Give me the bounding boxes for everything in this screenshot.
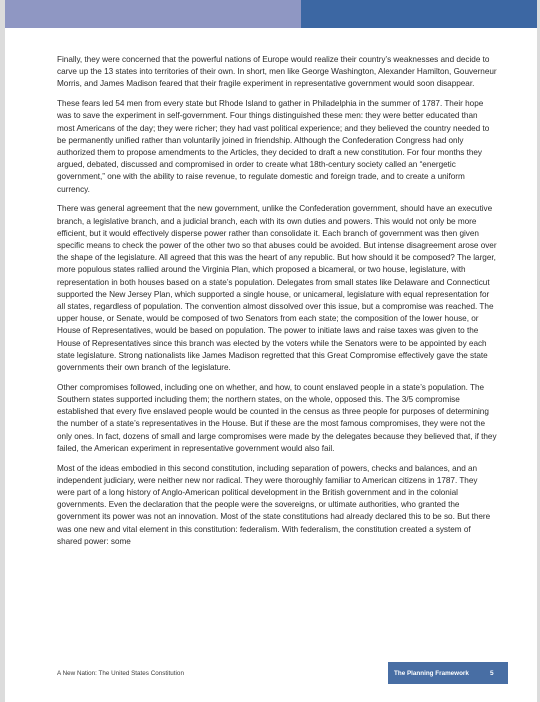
document-page [5,0,537,702]
paragraph-3: There was general agreement that the new government, unlike the Confederation government, should have an executive branch, a legislative branch, and a judicial branch, each with its own duties and powers. This would not only be more efficient, but it would effectively disperse power rather than consolidate it. Each branch of government was then given specific means to check the power of the other two so that abuses could be avoided. But intense disagreement arose over the shape of the legislature. All agreed that this was the heart of any republic. But how should it be composed? The larger, more populous states rallied around the Virginia Plan, which proposed a bicameral, or two house, legislature, with representation in both houses based on a state’s population. Delegates from small states like Delaware and Connecticut supported the New Jersey Plan, which supported a single house, or unicameral, legislature with equal representation for all states, regardless of population. The convention almost dissolved over this issue, but a compromise was reached. The upper house, or Senate, would be composed of two Senators from each state; the composition of the lower house, or House of Representatives, would be based on population. The power to initiate laws and raise taxes was given to the House of Representatives since this branch was elected by the voters while the Senators were to be appointed by each state legislature. Strong nationalists like James Madison regretted that this Great Compromise effectively gave the state governments their own branch of the legislature. [57,204,497,373]
header-banner-right [301,0,537,28]
page-number: 5 [490,670,494,677]
paragraph-4: Other compromises followed, including one on whether, and how, to count enslaved people in a state’s population. The Southern states supported including them; the northern states, on the whole, opposed this. The 3/5 compromise established that every five enslaved people would be counted in the census as three people for purposes of determining the number of a state’s representatives in the House. But if these are the most famous compromises, they were not the only ones. In fact, dozens of small and large compromises were made by the delegates because they believed that, if they failed, the American experiment in representative government would also fail. [57,382,497,453]
paragraph-2: These fears led 54 men from every state but Rhode Island to gather in Philadelphia in the summer of 1787. Their hope was to save the experiment in self-government. Four things distinguished these men: they were better educated than most Americans of the day; they were richer; they had vast political experience; and they believed the country needed to be permanently unified rather than voluntarily joined in friendship. Although the Confederation Congress had only authorized them to propose amendments to the Articles, they decided to draft a new constitution. For four months they argued, debated, discussed and compromised in order to create what 18th-century society called an “energetic government,” one with the ability to raise revenue, to regulate domestic and foreign trade, and to create a uniform currency. [57,99,490,194]
body-text [57,54,497,556]
footer-section-label: The Planning Framework [394,670,469,677]
paragraph-5: Most of the ideas embodied in this second constitution, including separation of powers, checks and balances, and an independent judiciary, were neither new nor radical. They were thoroughly familiar to American citizens in 1787. They were part of a long history of Anglo-American political development in the British government and in the colonial governments. Even the declaration that the people were the sovereigns, or ultimate authorities, who granted the government its power was not an innovation. Most of the state constitutions had already declared this to be so. But there was one new and vital element in this constitution: federalism. With federalism, the constitution created a system of shared power: some [57,463,491,546]
header-banner-left [5,0,301,28]
footer-title: A New Nation: The United States Constitution [57,670,184,677]
paragraph-1: Finally, they were concerned that the powerful nations of Europe would realize their country’s weaknesses and decide to carve up the 13 states into territories of their own. In short, men like George Washington, Alexander Hamilton, Gouverneur Morris, and James Madison feared that their fragile experiment in representative government would soon disappear. [57,55,497,89]
